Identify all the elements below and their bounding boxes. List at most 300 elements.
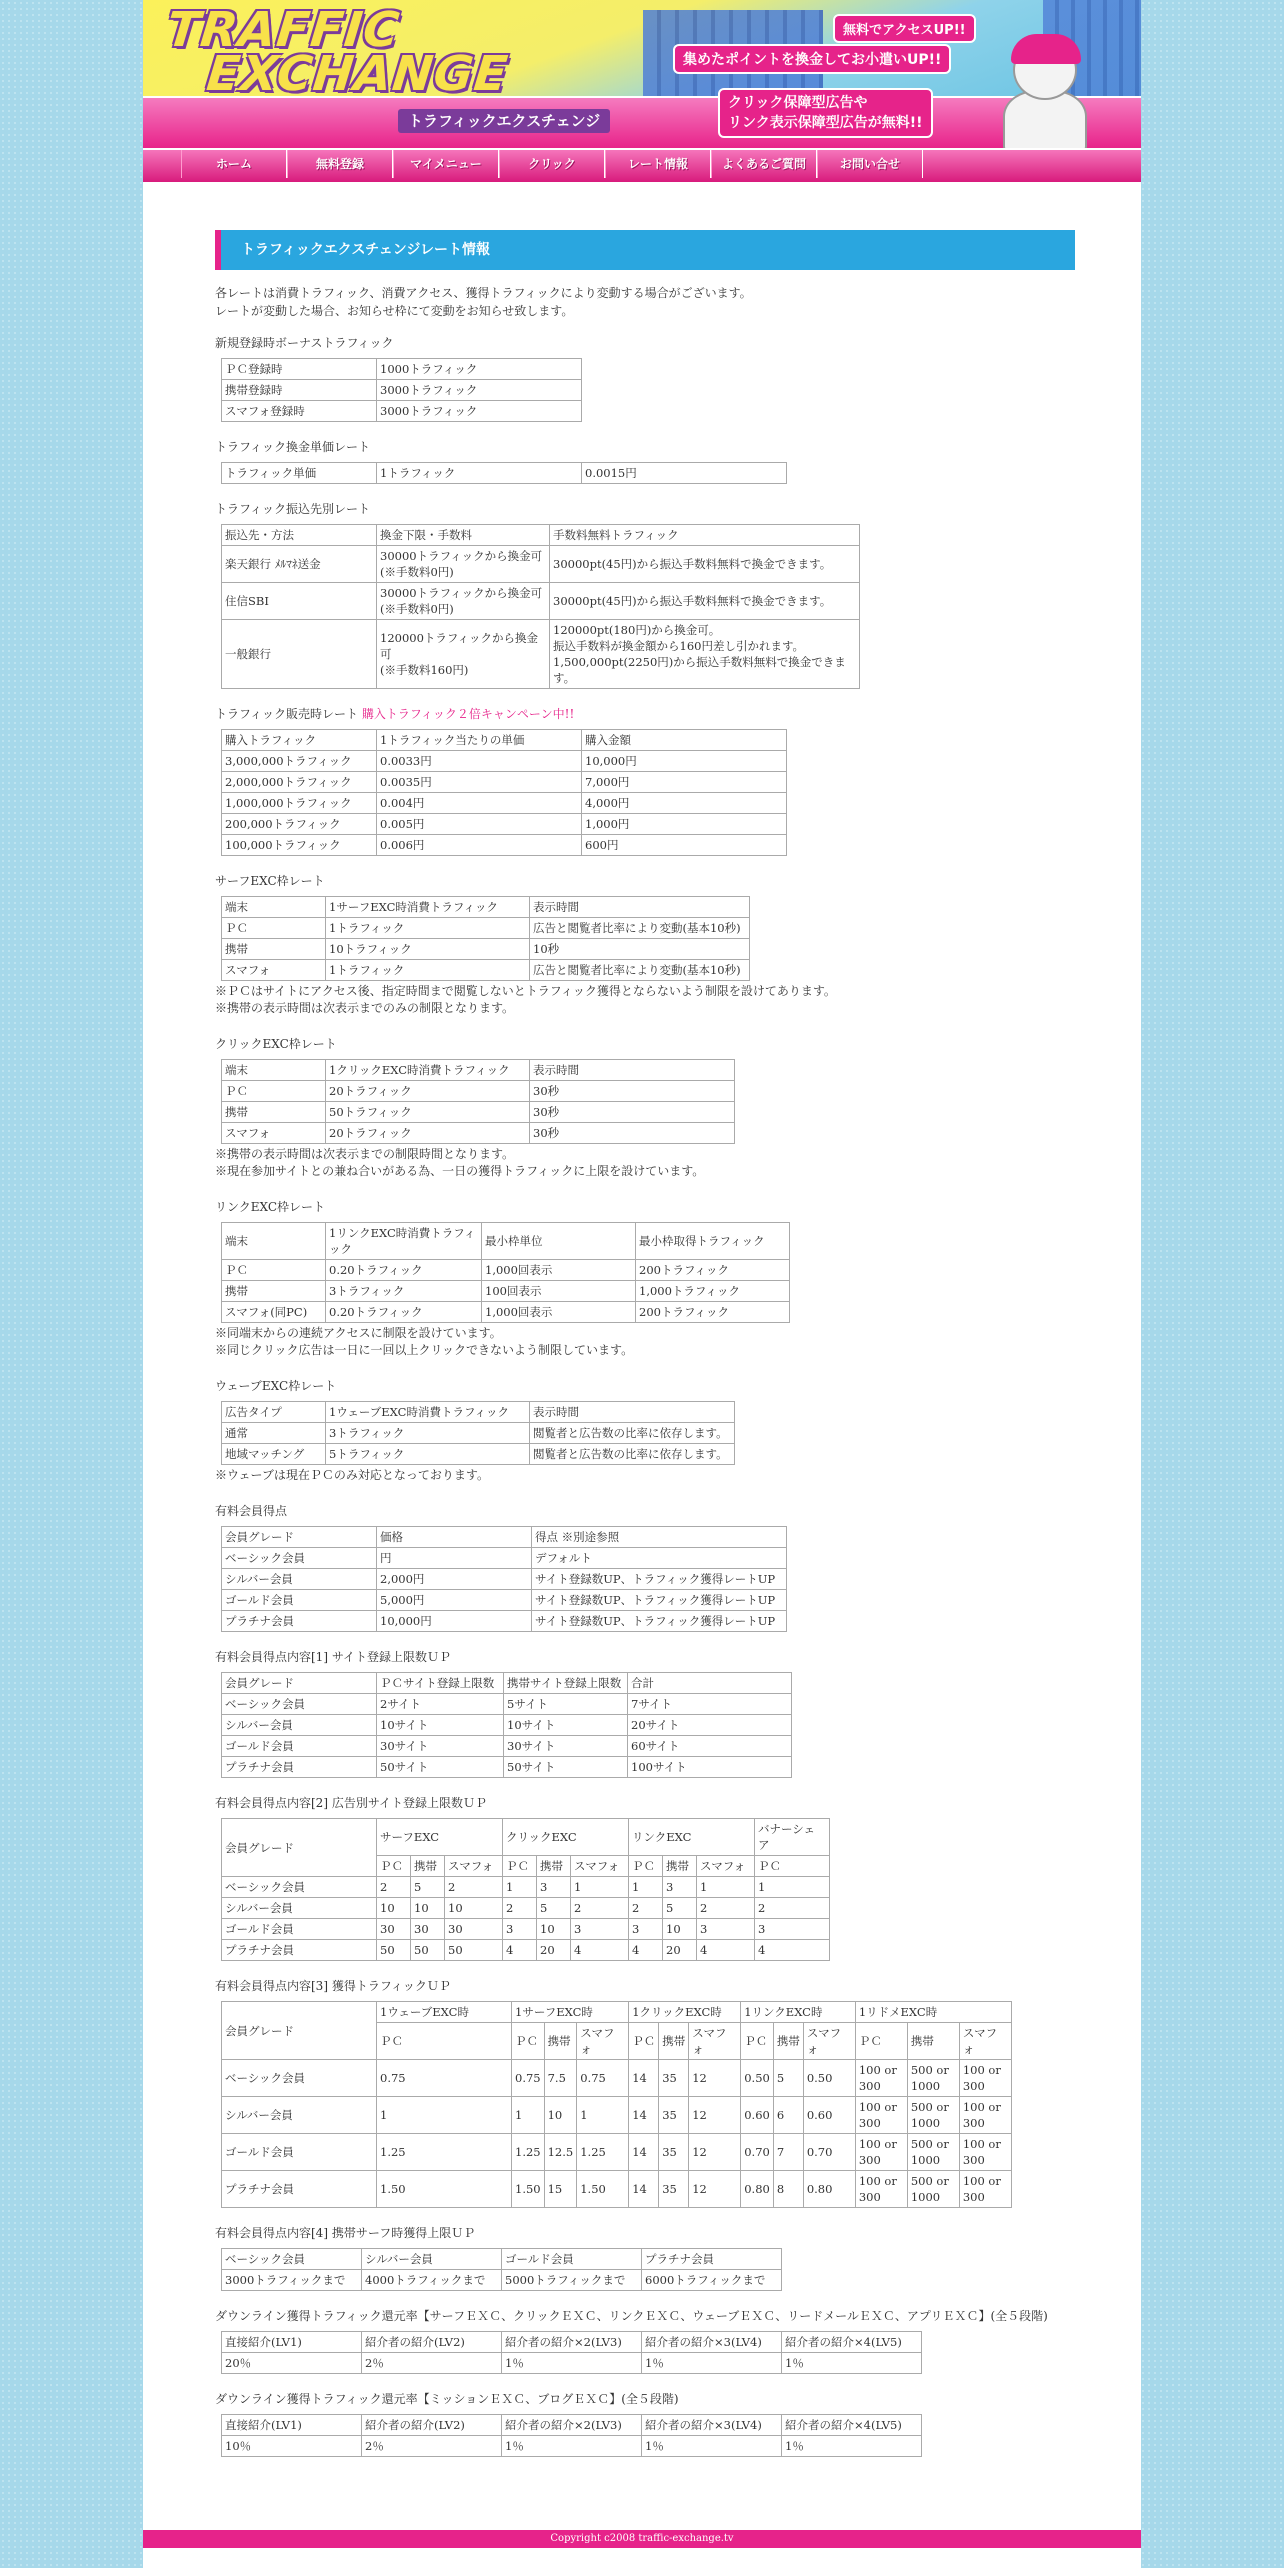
table-cell: 30: [445, 1919, 503, 1940]
table-cell: スマフォ登録時: [222, 401, 377, 422]
note-line: ※携帯の表示時間は次表示までの制限時間となります。: [215, 1147, 515, 1161]
section-title-text: 有料会員得点内容[1] サイト登録上限数ＵＰ: [215, 1650, 451, 1664]
table-cell: 500 or 1000: [907, 2060, 959, 2097]
table-row: [222, 2060, 1012, 2097]
table-cell: 3000トラフィック: [377, 401, 582, 422]
section-title: ダウンライン獲得トラフィック還元率【サーフＥＸＣ、クリックＥＸＣ、リンクＥＸＣ、ウェーブＥＸＣ、リードメールＥＸＣ、アプリＥＸＣ】(全５段階): [215, 2309, 1048, 2323]
table-cell: ゴールド会員: [222, 1736, 377, 1757]
table-cell: ＰＣ: [503, 1856, 537, 1877]
table-cell: 0.50: [741, 2060, 774, 2097]
table-cell: スマフォ: [445, 1856, 503, 1877]
table-cell: 35: [659, 2060, 689, 2097]
table-row: [222, 1877, 830, 1898]
table-row: [222, 1444, 735, 1465]
table-cell: ＰＣ: [629, 1856, 663, 1877]
table-row: [222, 1919, 830, 1940]
table-cell: 1サーフEXC時消費トラフィック: [326, 897, 530, 918]
table-cell: ＰＣ: [741, 2023, 774, 2060]
table-cell: デフォルト: [532, 1548, 787, 1569]
table-cell: 1: [571, 1877, 629, 1898]
section-ad-limits: [215, 1794, 1075, 1961]
table-row: [222, 939, 750, 960]
table-row: [222, 1757, 792, 1778]
bear-mascot-icon: [993, 40, 1093, 148]
table-cell: ＰＣ: [377, 2023, 512, 2060]
promo-ads-line2: リンク表示保障型広告が無料!!: [728, 115, 923, 131]
table-cell: 0.60: [803, 2097, 855, 2134]
table-cell: スマフォ: [571, 1856, 629, 1877]
table-cell: 2: [571, 1898, 629, 1919]
table-row: [222, 1569, 787, 1590]
table-cell: 価格: [377, 1527, 532, 1548]
section-title: [215, 872, 1075, 890]
table-cell: 端末: [222, 1060, 326, 1081]
promo-ads: [718, 88, 933, 138]
table-cell: 1: [577, 2097, 629, 2134]
table-row: [222, 1673, 792, 1694]
nav-faq[interactable]: よくあるご質問: [711, 150, 817, 178]
table-cell: 4,000円: [582, 793, 787, 814]
table-cell: 100 or 300: [959, 2097, 1011, 2134]
table-cell: 表示時間: [530, 1060, 735, 1081]
table-cell: 0.50: [803, 2060, 855, 2097]
table-cell: 会員グレード: [222, 1819, 377, 1877]
rate-section: [215, 1648, 1075, 1778]
table-row: [222, 1302, 790, 1323]
table-cell: 1クリックEXC時: [629, 2002, 741, 2023]
downline-table-1: [221, 2331, 922, 2374]
nav-mymenu[interactable]: マイメニュー: [393, 150, 499, 178]
note-line: ※ＰＣはサイトにアクセス後、指定時間まで閲覧しないとトラフィック獲得とならないよう制限を設けてあります。: [215, 984, 836, 998]
table-row: [222, 359, 582, 380]
table-row: [222, 1223, 790, 1260]
table-cell: 200トラフィック: [636, 1302, 790, 1323]
table-cell: プラチナ会員: [642, 2249, 782, 2270]
table-cell: 30000pt(45円)から振込手数料無料で換金できます。: [550, 546, 860, 583]
rate-table: [221, 729, 787, 856]
table-cell: 広告タイプ: [222, 1402, 326, 1423]
table-cell: 紹介者の紹介×4(LV5): [782, 2415, 922, 2436]
table-cell: 1,000,000トラフィック: [222, 793, 377, 814]
rate-section: [215, 438, 1075, 484]
table-cell: サイト登録数UP、トラフィック獲得レートUP: [532, 1611, 787, 1632]
table-cell: 広告と閲覧者比率により変動(基本10秒): [530, 960, 750, 981]
table-cell: 0.60: [741, 2097, 774, 2134]
table-cell: 1リンクEXC時消費トラフィック: [326, 1223, 482, 1260]
table-row: [222, 546, 860, 583]
table-cell: 100 or 300: [855, 2134, 907, 2171]
note-line: ※同じクリック広告は一日に一回以上クリックできないよう制限しています。: [215, 1343, 634, 1357]
table-cell: 一般銀行: [222, 620, 377, 689]
rate-section: [215, 500, 1075, 689]
section-title: 有料会員得点内容[3] 獲得トラフィックＵＰ: [215, 1979, 451, 1993]
section-title-text: トラフィック換金単価レート: [215, 440, 371, 454]
table-cell: 1％: [642, 2436, 782, 2457]
table-cell: 50トラフィック: [326, 1102, 530, 1123]
table-cell: 12.5: [544, 2134, 577, 2171]
table-cell: 35: [659, 2134, 689, 2171]
table-cell: 1％: [642, 2353, 782, 2374]
table-cell: 20サイト: [628, 1715, 792, 1736]
table-cell: 2: [445, 1877, 503, 1898]
table-row: [222, 793, 787, 814]
table-cell: ベーシック会員: [222, 2060, 377, 2097]
section-notes: [215, 983, 1075, 1017]
table-cell: 5,000円: [377, 1590, 532, 1611]
table-cell: 3: [755, 1919, 830, 1940]
table-cell: プラチナ会員: [222, 1757, 377, 1778]
table-row: [222, 1102, 735, 1123]
mobile-surf-table: [221, 2248, 782, 2291]
table-cell: 2: [377, 1877, 411, 1898]
table-cell: 3: [537, 1877, 571, 1898]
table-cell: 広告と閲覧者比率により変動(基本10秒): [530, 918, 750, 939]
table-cell: 0.0035円: [377, 772, 582, 793]
table-cell: 5: [411, 1877, 445, 1898]
table-row: [222, 620, 860, 689]
table-cell: 10: [411, 1898, 445, 1919]
logo-line1: TRAFFIC: [164, 2, 403, 58]
table-cell: 7サイト: [628, 1694, 792, 1715]
table-cell: 15: [544, 2171, 577, 2208]
table-cell: 1: [629, 1877, 663, 1898]
table-cell: 5: [537, 1898, 571, 1919]
section-title: [215, 500, 1075, 518]
table-cell: 1,000円: [582, 814, 787, 835]
table-cell: 4: [571, 1940, 629, 1961]
table-cell: サーフEXC: [377, 1819, 503, 1856]
table-cell: 12: [689, 2097, 741, 2134]
note-line: ※同端末からの連続アクセスに制限を設けています。: [215, 1326, 502, 1340]
table-cell: 2％: [362, 2436, 502, 2457]
table-cell: 3: [629, 1919, 663, 1940]
table-cell: 10サイト: [504, 1715, 628, 1736]
table-row: [222, 772, 787, 793]
table-cell: 最小枠単位: [482, 1223, 636, 1260]
table-cell: 紹介者の紹介×3(LV4): [642, 2332, 782, 2353]
table-cell: 合計: [628, 1673, 792, 1694]
table-cell: 4: [503, 1940, 537, 1961]
table-cell: 換金下限・手数料: [377, 525, 550, 546]
table-cell: 200,000トラフィック: [222, 814, 377, 835]
table-cell: プラチナ会員: [222, 1940, 377, 1961]
table-cell: 30秒: [530, 1123, 735, 1144]
table-cell: スマフォ(同PC): [222, 1302, 326, 1323]
table-cell: 6000トラフィックまで: [642, 2270, 782, 2291]
site-header: [143, 0, 1141, 148]
table-cell: 10: [377, 1898, 411, 1919]
table-cell: 2,000,000トラフィック: [222, 772, 377, 793]
table-cell: 携帯: [537, 1856, 571, 1877]
table-cell: ＰＣ: [512, 2023, 545, 2060]
nav-register[interactable]: 無料登録: [287, 150, 393, 178]
table-cell: シルバー会員: [222, 1898, 377, 1919]
table-row: [222, 1548, 787, 1569]
table-cell: スマフォ: [222, 1123, 326, 1144]
table-cell: 0.80: [741, 2171, 774, 2208]
table-cell: 2％: [362, 2353, 502, 2374]
section-title: 有料会員得点内容[2] 広告別サイト登録上限数ＵＰ: [215, 1796, 487, 1810]
section-title: [215, 1377, 1075, 1395]
table-cell: 100 or 300: [855, 2171, 907, 2208]
table-cell: 12: [689, 2171, 741, 2208]
table-cell: 200トラフィック: [636, 1260, 790, 1281]
main-content: [215, 230, 1075, 2473]
table-cell: ゴールド会員: [222, 1590, 377, 1611]
table-cell: 1.25: [512, 2134, 545, 2171]
table-cell: 楽天銀行 ﾒﾙﾏﾈ送金: [222, 546, 377, 583]
table-cell: 手数料無料トラフィック: [550, 525, 860, 546]
table-cell: 100 or 300: [959, 2171, 1011, 2208]
table-cell: 円: [377, 1548, 532, 1569]
table-cell: 14: [629, 2134, 659, 2171]
table-row: [222, 2134, 1012, 2171]
table-cell: 7,000円: [582, 772, 787, 793]
table-cell: ベーシック会員: [222, 2249, 362, 2270]
table-cell: 50サイト: [504, 1757, 628, 1778]
table-cell: 紹介者の紹介×2(LV3): [502, 2332, 642, 2353]
section-title: [215, 1502, 1075, 1520]
table-cell: 20トラフィック: [326, 1123, 530, 1144]
table-cell: ベーシック会員: [222, 1694, 377, 1715]
table-cell: 0.0015円: [582, 463, 787, 484]
table-cell: 紹介者の紹介×4(LV5): [782, 2332, 922, 2353]
table-cell: 2: [629, 1898, 663, 1919]
table-cell: 20トラフィック: [326, 1081, 530, 1102]
table-row: [222, 1590, 787, 1611]
table-cell: 0.75: [377, 2060, 512, 2097]
section-title-text: リンクEXC枠レート: [215, 1200, 326, 1214]
table-cell: 携帯: [222, 939, 326, 960]
table-cell: シルバー会員: [222, 2097, 377, 2134]
nav-click[interactable]: クリック: [499, 150, 605, 178]
table-row: [222, 2002, 1012, 2023]
table-cell: サイト登録数UP、トラフィック獲得レートUP: [532, 1569, 787, 1590]
note-line: ※ウェーブは現在ＰＣのみ対応となっております。: [215, 1468, 489, 1482]
table-row: [222, 1123, 735, 1144]
table-cell: プラチナ会員: [222, 1611, 377, 1632]
table-cell: 購入金額: [582, 730, 787, 751]
table-cell: 10,000円: [377, 1611, 532, 1632]
table-cell: 5トラフィック: [326, 1444, 530, 1465]
section-downline1: [215, 2307, 1075, 2374]
table-cell: 1サーフEXC時: [512, 2002, 629, 2023]
table-cell: 1クリックEXC時消費トラフィック: [326, 1060, 530, 1081]
table-cell: 30サイト: [504, 1736, 628, 1757]
table-cell: 1,000回表示: [482, 1260, 636, 1281]
table-cell: 5: [663, 1898, 697, 1919]
intro-line1: 各レートは消費トラフィック、消費アクセス、獲得トラフィックにより変動する場合がございます。: [215, 286, 752, 300]
rate-table: [221, 462, 787, 484]
table-cell: 10: [445, 1898, 503, 1919]
table-cell: 携帯: [773, 2023, 803, 2060]
table-cell: 直接紹介(LV1): [222, 2415, 362, 2436]
section-title: [215, 334, 1075, 352]
main-nav: [143, 150, 1141, 182]
table-cell: 1リドメEXC時: [855, 2002, 1011, 2023]
table-cell: 14: [629, 2171, 659, 2208]
table-cell: 1.50: [512, 2171, 545, 2208]
rate-table: [221, 1526, 787, 1632]
table-cell: 最小枠取得トラフィック: [636, 1223, 790, 1260]
table-cell: 0.006円: [377, 835, 582, 856]
table-cell: ゴールド会員: [222, 1919, 377, 1940]
table-cell: 10: [537, 1919, 571, 1940]
rate-table: [221, 358, 582, 422]
table-cell: スマフォ: [959, 2023, 1011, 2060]
table-cell: 10,000円: [582, 751, 787, 772]
table-cell: 2,000円: [377, 1569, 532, 1590]
rate-section: [215, 1377, 1075, 1484]
table-cell: 携帯登録時: [222, 380, 377, 401]
table-cell: ベーシック会員: [222, 1548, 377, 1569]
table-cell: 直接紹介(LV1): [222, 2332, 362, 2353]
table-cell: スマフォ: [577, 2023, 629, 2060]
table-cell: 0.20トラフィック: [326, 1260, 482, 1281]
table-row: [222, 525, 860, 546]
page-container: [143, 0, 1141, 2568]
table-cell: シルバー会員: [222, 1715, 377, 1736]
rate-table: [221, 896, 750, 981]
nav-home[interactable]: ホーム: [181, 150, 287, 178]
table-cell: 表示時間: [530, 897, 750, 918]
table-cell: 30秒: [530, 1102, 735, 1123]
note-line: ※現在参加サイトとの兼ね合いがある為、一日の獲得トラフィックに上限を設けています。: [215, 1164, 705, 1178]
table-cell: シルバー会員: [362, 2249, 502, 2270]
table-cell: 購入トラフィック: [222, 730, 377, 751]
table-cell: 閲覧者と広告数の比率に依存します。: [530, 1423, 735, 1444]
table-row: [222, 730, 787, 751]
table-cell: 住信SBI: [222, 583, 377, 620]
table-cell: 30秒: [530, 1081, 735, 1102]
table-cell: 紹介者の紹介(LV2): [362, 2415, 502, 2436]
table-cell: 35: [659, 2097, 689, 2134]
table-cell: 端末: [222, 897, 326, 918]
promo-free-access: 無料でアクセスUP!!: [833, 14, 976, 43]
table-row: [222, 583, 860, 620]
table-row: [222, 2097, 1012, 2134]
intro-line2: レートが変動した場合、お知らせ枠にて変動をお知らせ致します。: [215, 304, 574, 318]
table-cell: 12: [689, 2060, 741, 2097]
table-cell: 端末: [222, 1223, 326, 1260]
table-cell: 携帯: [544, 2023, 577, 2060]
table-cell: 携帯: [411, 1856, 445, 1877]
table-cell: ベーシック会員: [222, 1877, 377, 1898]
table-cell: トラフィック単価: [222, 463, 377, 484]
table-cell: 0.70: [803, 2134, 855, 2171]
rate-section: [215, 705, 1075, 856]
table-cell: 30: [411, 1919, 445, 1940]
table-cell: 1ウェーブEXC時: [377, 2002, 512, 2023]
table-row: [222, 1898, 830, 1919]
table-cell: 2: [697, 1898, 755, 1919]
table-cell: 30000トラフィックから換金可 (※手数料0円): [377, 583, 550, 620]
table-cell: ＰＣ: [222, 918, 326, 939]
table-cell: 30: [377, 1919, 411, 1940]
site-logo[interactable]: [164, 2, 527, 102]
table-cell: ＰＣ登録時: [222, 359, 377, 380]
table-cell: 表示時間: [530, 1402, 735, 1423]
table-cell: 会員グレード: [222, 1673, 377, 1694]
table-cell: 14: [629, 2060, 659, 2097]
table-cell: 4000トラフィックまで: [362, 2270, 502, 2291]
table-cell: 6: [773, 2097, 803, 2134]
table-cell: ＰＣ: [222, 1260, 326, 1281]
table-cell: 1: [697, 1877, 755, 1898]
table-row: [222, 2436, 922, 2457]
table-row: [222, 1611, 787, 1632]
table-cell: 1％: [782, 2436, 922, 2457]
section-title: [215, 438, 1075, 456]
section-title-text: クリックEXC枠レート: [215, 1037, 337, 1051]
page-title: トラフィックエクスチェンジレート情報: [215, 230, 1075, 270]
table-cell: 5000トラフィックまで: [502, 2270, 642, 2291]
table-cell: 7.5: [544, 2060, 577, 2097]
table-cell: 30000トラフィックから換金可 (※手数料0円): [377, 546, 550, 583]
table-cell: スマフォ: [222, 960, 326, 981]
table-cell: 4: [697, 1940, 755, 1961]
rate-section: [215, 334, 1075, 422]
table-cell: 1.25: [377, 2134, 512, 2171]
table-cell: 20: [537, 1940, 571, 1961]
table-row: [222, 2171, 1012, 2208]
note-line: ※携帯の表示時間は次表示までのみの制限となります。: [215, 1001, 515, 1015]
table-cell: 0.75: [512, 2060, 545, 2097]
table-cell: 1％: [502, 2436, 642, 2457]
section-gain: [215, 1977, 1075, 2208]
table-cell: 紹介者の紹介×3(LV4): [642, 2415, 782, 2436]
table-row: [222, 1819, 830, 1856]
table-cell: 10: [663, 1919, 697, 1940]
table-cell: 1％: [502, 2353, 642, 2374]
table-cell: 30サイト: [377, 1736, 504, 1757]
table-cell: ＰＣ: [855, 2023, 907, 2060]
table-cell: 100回表示: [482, 1281, 636, 1302]
table-cell: 携帯: [663, 1856, 697, 1877]
table-cell: 35: [659, 2171, 689, 2208]
table-cell: 3トラフィック: [326, 1423, 530, 1444]
table-cell: ＰＣ: [377, 1856, 411, 1877]
table-cell: 1.25: [577, 2134, 629, 2171]
table-cell: 1,000トラフィック: [636, 1281, 790, 1302]
table-cell: 3000トラフィック: [377, 380, 582, 401]
section-mobile-surf: [215, 2224, 1075, 2291]
section-title: [215, 1198, 1075, 1216]
table-cell: 0.20トラフィック: [326, 1302, 482, 1323]
section-title-text: ウェーブEXC枠レート: [215, 1379, 337, 1393]
table-cell: 1.50: [577, 2171, 629, 2208]
table-cell: 500 or 1000: [907, 2171, 959, 2208]
campaign-text: 購入トラフィック２倍キャンペーン中!!: [358, 707, 575, 721]
table-cell: 携帯サイト登録上限数: [504, 1673, 628, 1694]
nav-contact[interactable]: お問い合せ: [817, 150, 923, 178]
table-cell: 3: [571, 1919, 629, 1940]
table-cell: 50: [445, 1940, 503, 1961]
table-row: [222, 751, 787, 772]
table-cell: サイト登録数UP、トラフィック獲得レートUP: [532, 1590, 787, 1611]
table-row: [222, 897, 750, 918]
table-cell: 地域マッチング: [222, 1444, 326, 1465]
table-row: [222, 1423, 735, 1444]
table-cell: ゴールド会員: [222, 2134, 377, 2171]
table-cell: 60サイト: [628, 1736, 792, 1757]
table-cell: 0.80: [803, 2171, 855, 2208]
table-cell: 1,000回表示: [482, 1302, 636, 1323]
table-cell: 100 or 300: [855, 2097, 907, 2134]
table-cell: 0.004円: [377, 793, 582, 814]
table-cell: ＰＣ: [629, 2023, 659, 2060]
nav-rates[interactable]: レート情報: [605, 150, 711, 178]
